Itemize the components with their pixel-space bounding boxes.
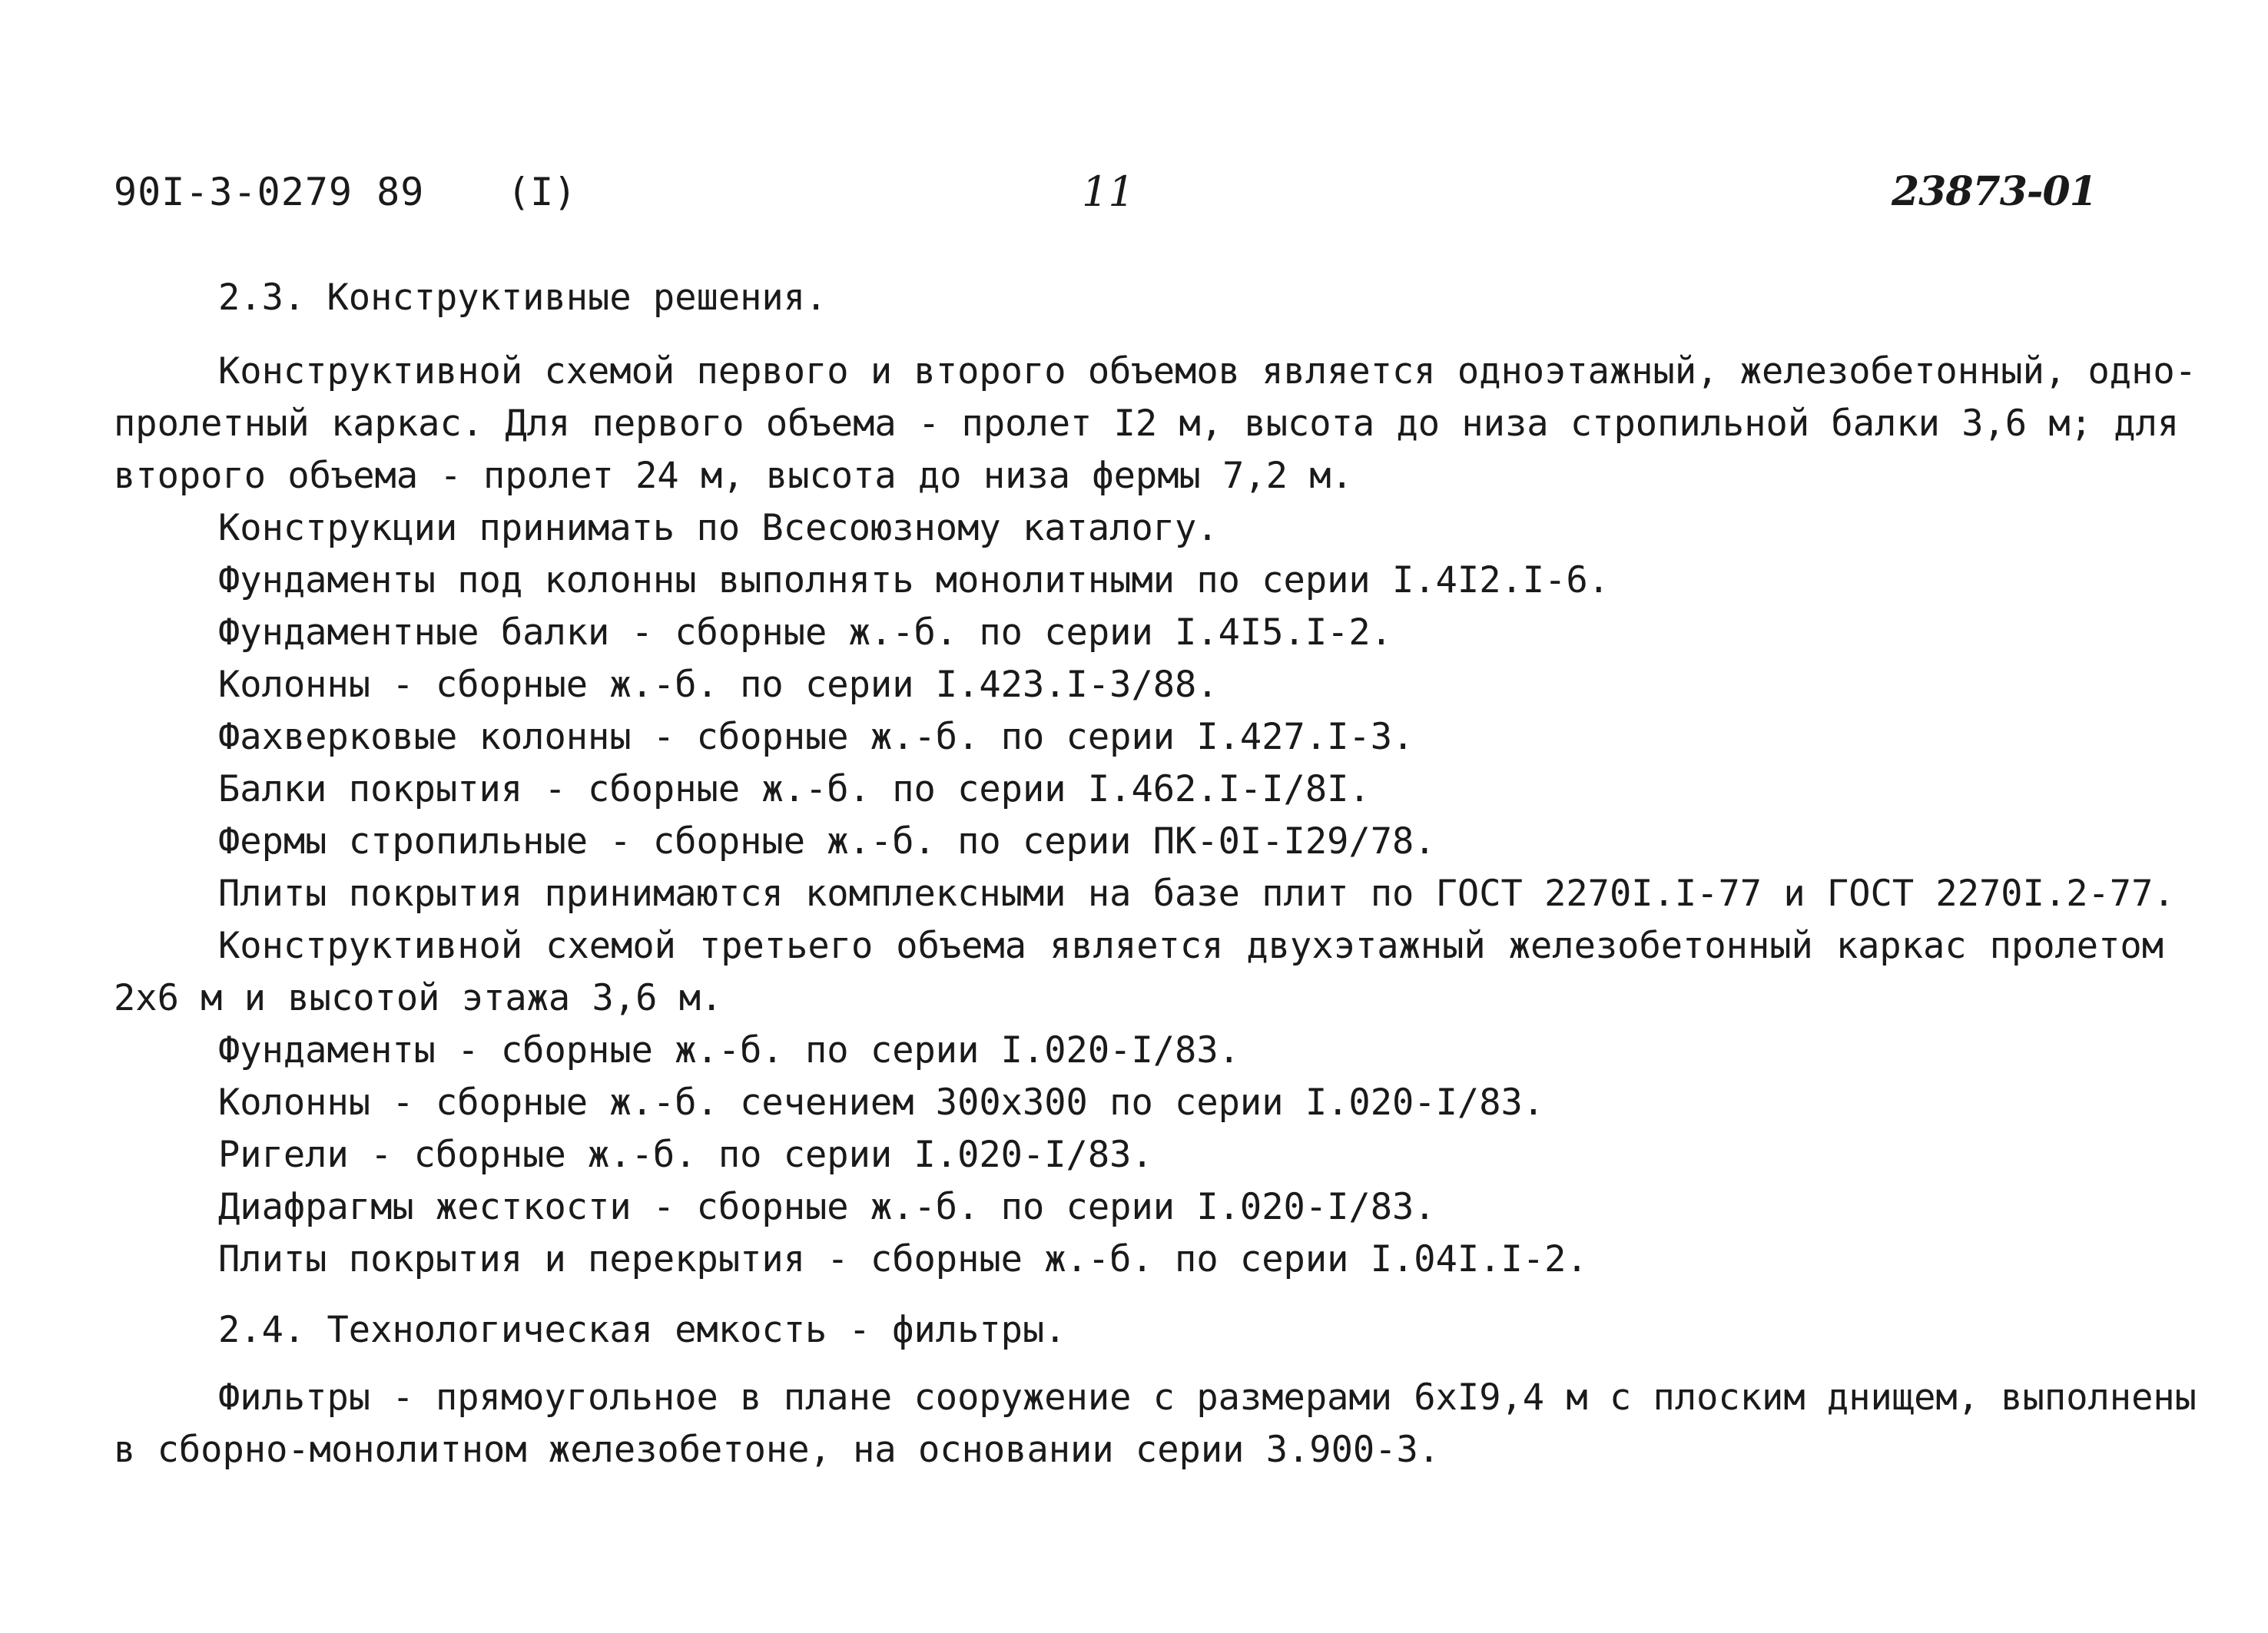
text-line: Конструкции принимать по Всесоюзному каталогу. [218, 507, 1219, 549]
text-line: Фундаменты под колонны выполнять монолитными по серии I.4I2.I-6. [218, 559, 1610, 601]
text-line: Балки покрытия - сборные ж.-б. по серии I.462.I-I/8I. [218, 768, 1371, 810]
text-line: Плиты покрытия и перекрытия - сборные ж.-б. по серии I.04I.I-2. [218, 1238, 1588, 1280]
paragraph-line: 2х6 м и высотой этажа 3,6 м. [114, 977, 723, 1019]
text-line: Фермы стропильные - сборные ж.-б. по серии ПК-0I-I29/78. [218, 820, 1436, 863]
inventory-number: 23873-01 [1892, 168, 2097, 215]
text-line: Фундаменты - сборные ж.-б. по серии I.020-I/83. [218, 1029, 1240, 1072]
section-heading-2-4: 2.4. Технологическая емкость - фильтры. [218, 1309, 1066, 1351]
text-line: Диафрагмы жесткости - сборные ж.-б. по серии I.020-I/83. [218, 1186, 1436, 1228]
text-line: Фундаментные балки - сборные ж.-б. по серии I.4I5.I-2. [218, 611, 1393, 654]
paragraph-line: Конструктивной схемой первого и второго объемов является одноэтажный, железобетонный, одно- [218, 350, 2197, 393]
text-line: Колонны - сборные ж.-б. по серии I.423.I-3/88. [218, 664, 1219, 706]
text-line: Фахверковые колонны - сборные ж.-б. по серии I.427.I-3. [218, 716, 1414, 758]
paragraph-line: второго объема - пролет 24 м, высота до низа фермы 7,2 м. [114, 455, 1353, 497]
section-heading-2-3: 2.3. Конструктивные решения. [218, 277, 827, 319]
text-line: Колонны - сборные ж.-б. сечением 300х300 по серии I.020-I/83. [218, 1081, 1545, 1124]
volume-number: (I) [507, 170, 577, 214]
text-line: Ригели - сборные ж.-б. по серии I.020-I/83. [218, 1134, 1153, 1176]
page-number: 11 [1082, 167, 1135, 216]
paragraph-line: в сборно-монолитном железобетоне, на основании серии 3.900-3. [114, 1429, 1441, 1471]
paragraph-line: Конструктивной схемой третьего объема является двухэтажный железобетонный каркас пролетом [218, 925, 2164, 967]
document-code: 90I-3-0279 89 [114, 170, 425, 214]
paragraph-line: Фильтры - прямоугольное в плане сооружение с размерами 6хI9,4 м с плоским днищем, выполнены [218, 1376, 2197, 1419]
paragraph-line: пролетный каркас. Для первого объема - пролет I2 м, высота до низа стропильной балки 3,6 м; для [114, 402, 2180, 445]
text-line: Плиты покрытия принимаются комплексными на базе плит по ГОСТ 2270I.I-77 и ГОСТ 2270I.2-77. [218, 873, 2175, 915]
